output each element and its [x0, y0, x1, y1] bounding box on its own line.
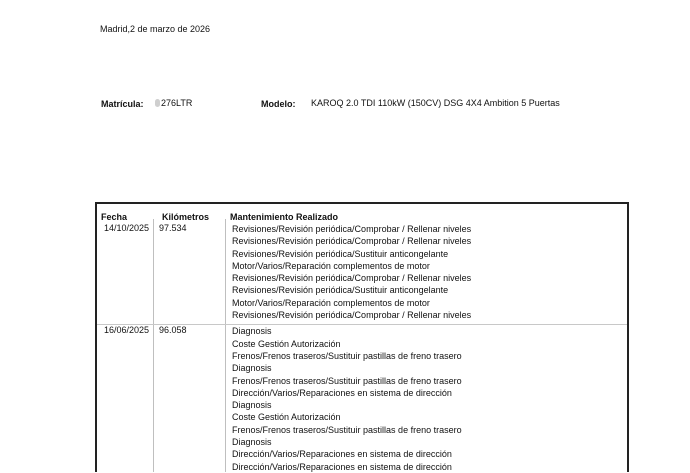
row-date: 16/06/2025	[104, 325, 150, 336]
column-header-mantenimiento: Mantenimiento Realizado	[230, 212, 339, 222]
task-line: Coste Gestión Autorización	[232, 338, 341, 349]
column-header-fecha: Fecha	[101, 212, 128, 222]
row-kilometers: 97.534	[159, 223, 187, 233]
document-date: Madrid,2 de marzo de 2026	[100, 24, 211, 34]
redaction-mark	[155, 99, 160, 107]
row-date: 14/10/2025	[104, 223, 150, 233]
task-line: Dirección/Varios/Reparaciones en sistema de dirección	[232, 461, 452, 472]
task-line: Revisiones/Revisión periódica/Comprobar / Rellenar niveles	[232, 273, 472, 284]
task-line: Dirección/Varios/Reparaciones en sistema de dirección	[232, 449, 452, 460]
column-header-kilometros: Kilómetros	[162, 212, 210, 222]
task-line: Diagnosis	[232, 326, 272, 337]
task-line: Diagnosis	[232, 363, 272, 374]
task-line: Revisiones/Revisión periódica/Comprobar / Rellenar niveles	[232, 236, 472, 247]
matricula-value	[155, 98, 192, 108]
task-line: Revisiones/Revisión periódica/Sustituir anticongelante	[232, 285, 449, 296]
row-tasks	[232, 325, 462, 473]
task-line: Frenos/Frenos traseros/Sustituir pastillas de freno trasero	[232, 350, 462, 361]
column-divider	[225, 219, 226, 472]
modelo-value: KAROQ 2.0 TDI 110kW (150CV) DSG 4X4 Ambition 5 Puertas	[311, 98, 560, 108]
task-line: Frenos/Frenos traseros/Sustituir pastillas de freno trasero	[232, 424, 462, 435]
modelo-label: Modelo:	[261, 99, 296, 109]
matricula-text: 276LTR	[161, 98, 193, 108]
task-line: Diagnosis	[232, 437, 272, 448]
maintenance-table	[95, 202, 629, 472]
task-line: Coste Gestión Autorización	[232, 412, 341, 423]
task-line: Frenos/Frenos traseros/Sustituir pastillas de freno trasero	[232, 375, 462, 386]
task-line: Revisiones/Revisión periódica/Comprobar / Rellenar niveles	[232, 224, 472, 234]
column-divider	[153, 219, 154, 472]
matricula-label: Matrícula:	[101, 99, 144, 109]
task-line: Diagnosis	[232, 400, 272, 411]
row-tasks	[232, 223, 471, 321]
row-kilometers: 96.058	[159, 325, 187, 336]
task-line: Revisiones/Revisión periódica/Sustituir anticongelante	[232, 248, 449, 259]
task-line: Motor/Varios/Reparación complementos de motor	[232, 260, 430, 271]
task-line: Motor/Varios/Reparación complementos de motor	[232, 297, 430, 308]
task-line: Dirección/Varios/Reparaciones en sistema de dirección	[232, 387, 452, 398]
task-line: Revisiones/Revisión periódica/Comprobar / Rellenar niveles	[232, 310, 472, 321]
